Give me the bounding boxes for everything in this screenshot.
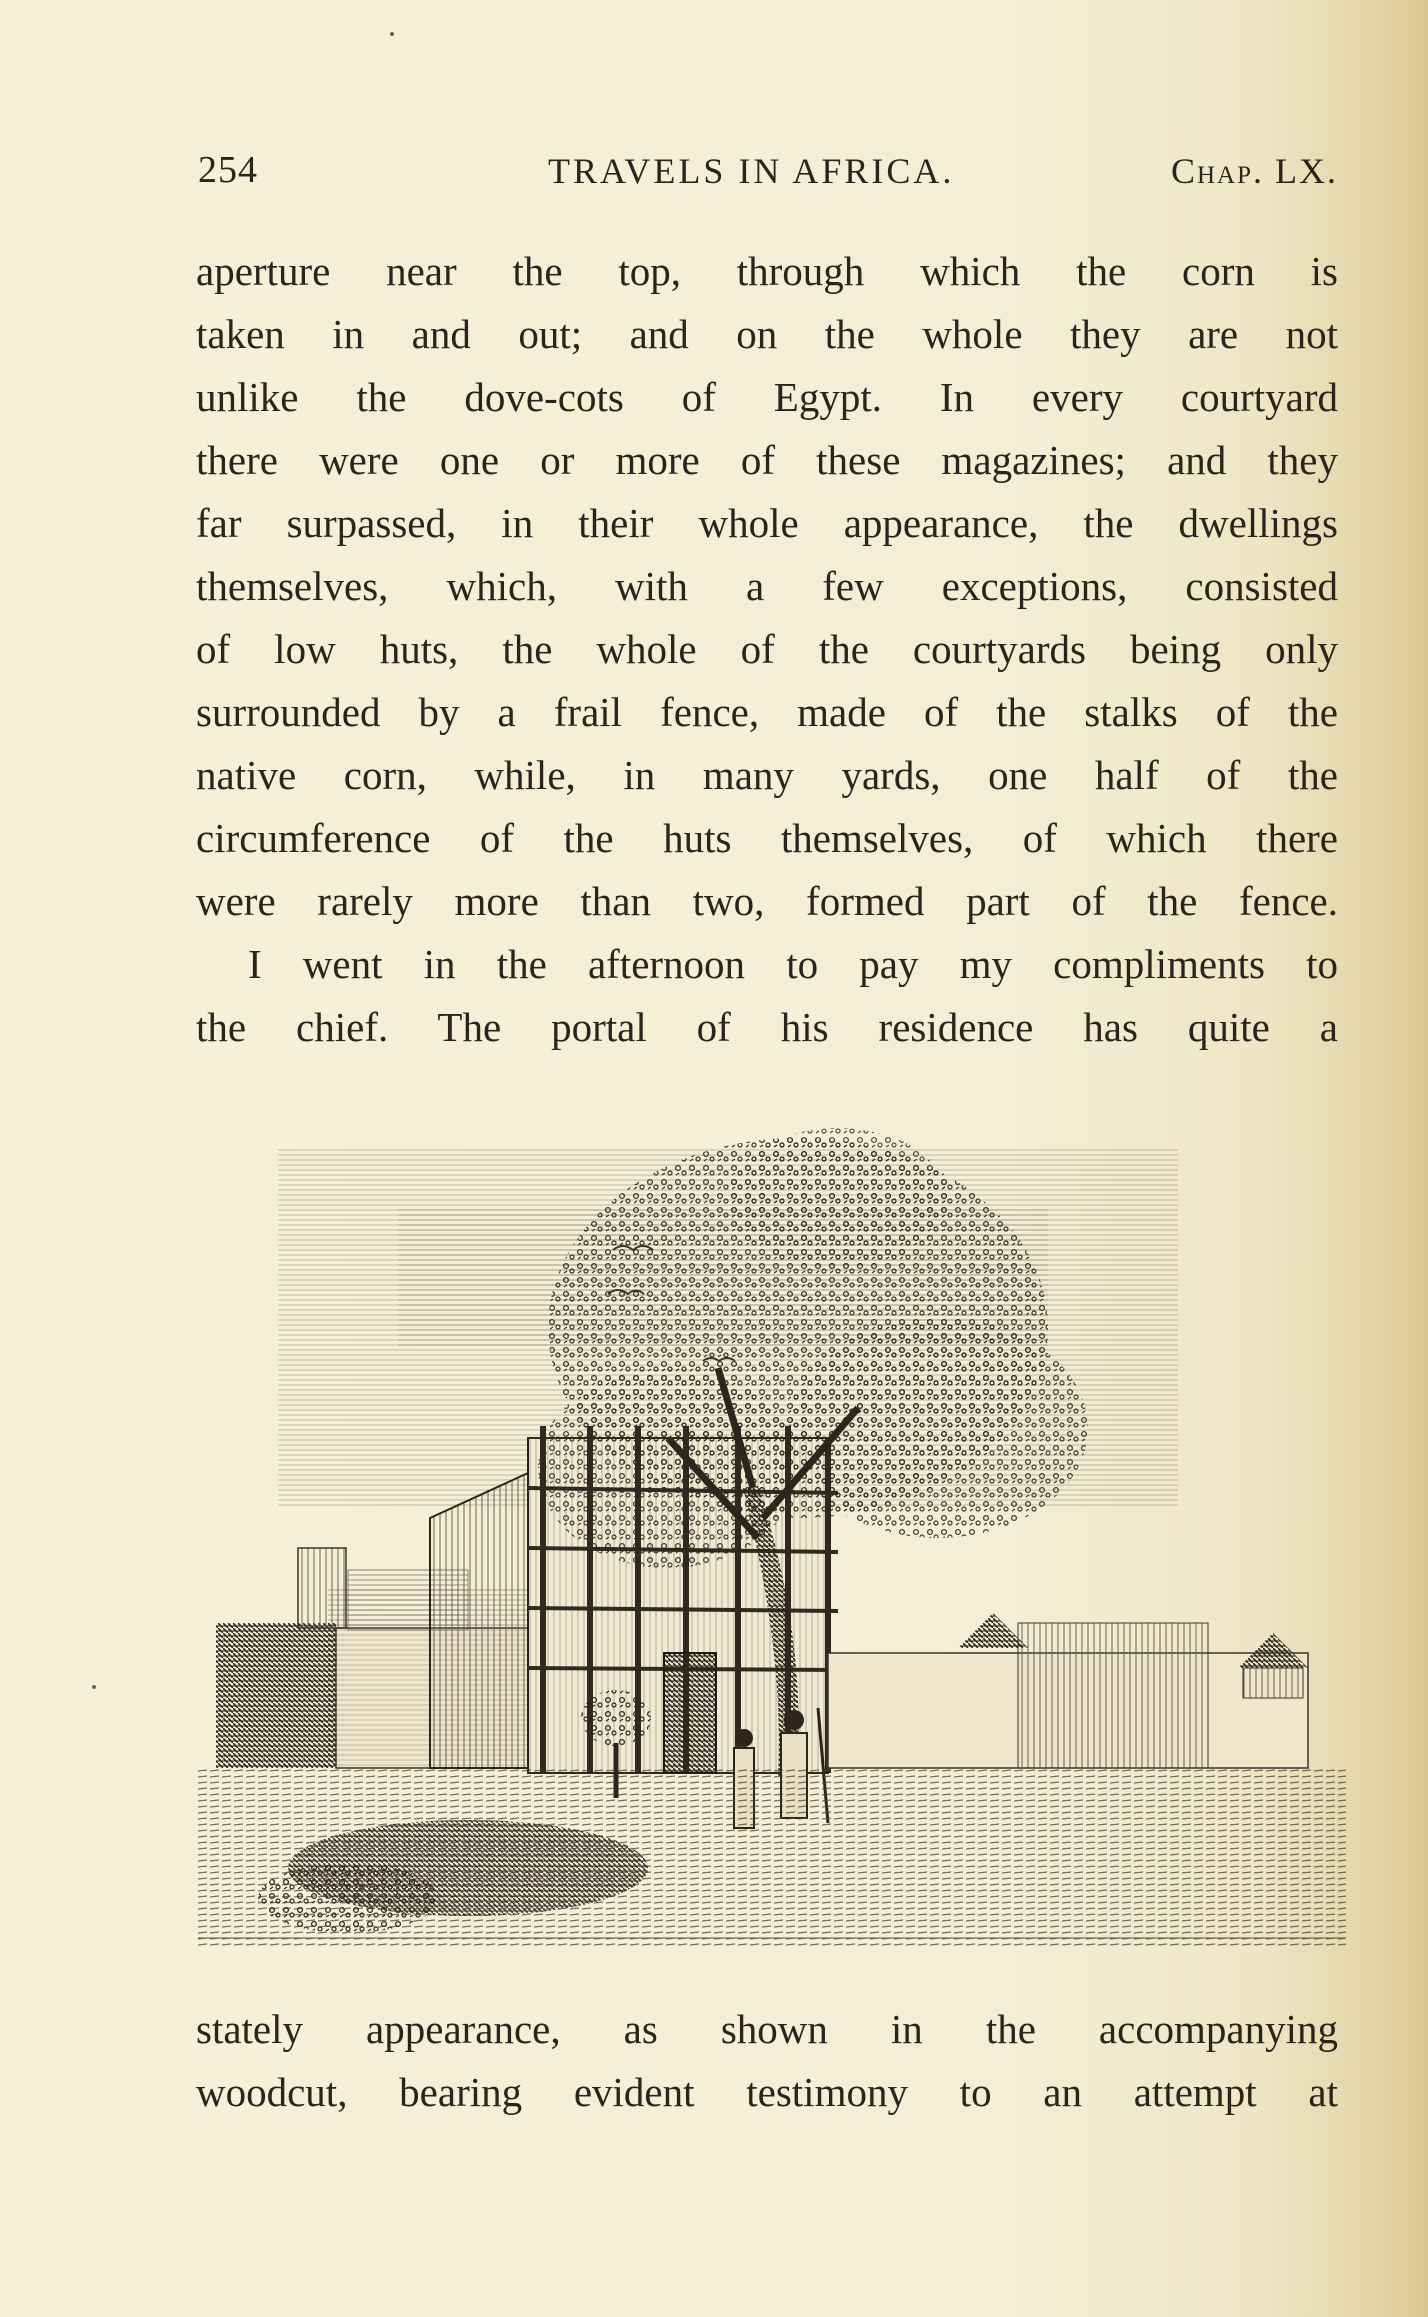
running-title: TRAVELS IN AFRICA. [548, 151, 955, 191]
paper-speck [92, 1685, 96, 1689]
body-text-top [196, 240, 1338, 1059]
text-line: were rarely more than two, formed part of the fence. [196, 878, 1338, 924]
text-line: there were one or more of these magazines; and they [196, 437, 1338, 483]
text-line: surrounded by a frail fence, made of the stalks of the [196, 689, 1338, 735]
text-line: woodcut, bearing evident testimony to an attempt at [196, 2069, 1338, 2115]
text-line: taken in and out; and on the whole they are not [196, 311, 1338, 357]
text-line: aperture near the top, through which the corn is [196, 248, 1338, 294]
text-line: stately appearance, as shown in the accompanying [196, 2006, 1338, 2052]
text-line-paragraph-start: I went in the afternoon to pay my compliments to [248, 941, 1338, 987]
page-number: 254 [198, 149, 258, 191]
woodcut-illustration [198, 1108, 1346, 1988]
text-line: circumference of the huts themselves, of which there [196, 815, 1338, 861]
text-line: native corn, while, in many yards, one half of the [196, 752, 1338, 798]
text-line: unlike the dove-cots of Egypt. In every courtyard [196, 374, 1338, 420]
text-line: the chief. The portal of his residence has quite a [196, 1004, 1338, 1050]
text-line: of low huts, the whole of the courtyards being only [196, 626, 1338, 672]
text-line: themselves, which, with a few exceptions, consisted [196, 563, 1338, 609]
woodcut-engraving [198, 1108, 1346, 1988]
body-text-bottom [196, 1998, 1338, 2124]
text-line: far surpassed, in their whole appearance, the dwellings [196, 500, 1338, 546]
chapter-label: Chap. LX. [1170, 151, 1338, 191]
paper-speck [390, 32, 394, 36]
running-header [198, 148, 1338, 198]
